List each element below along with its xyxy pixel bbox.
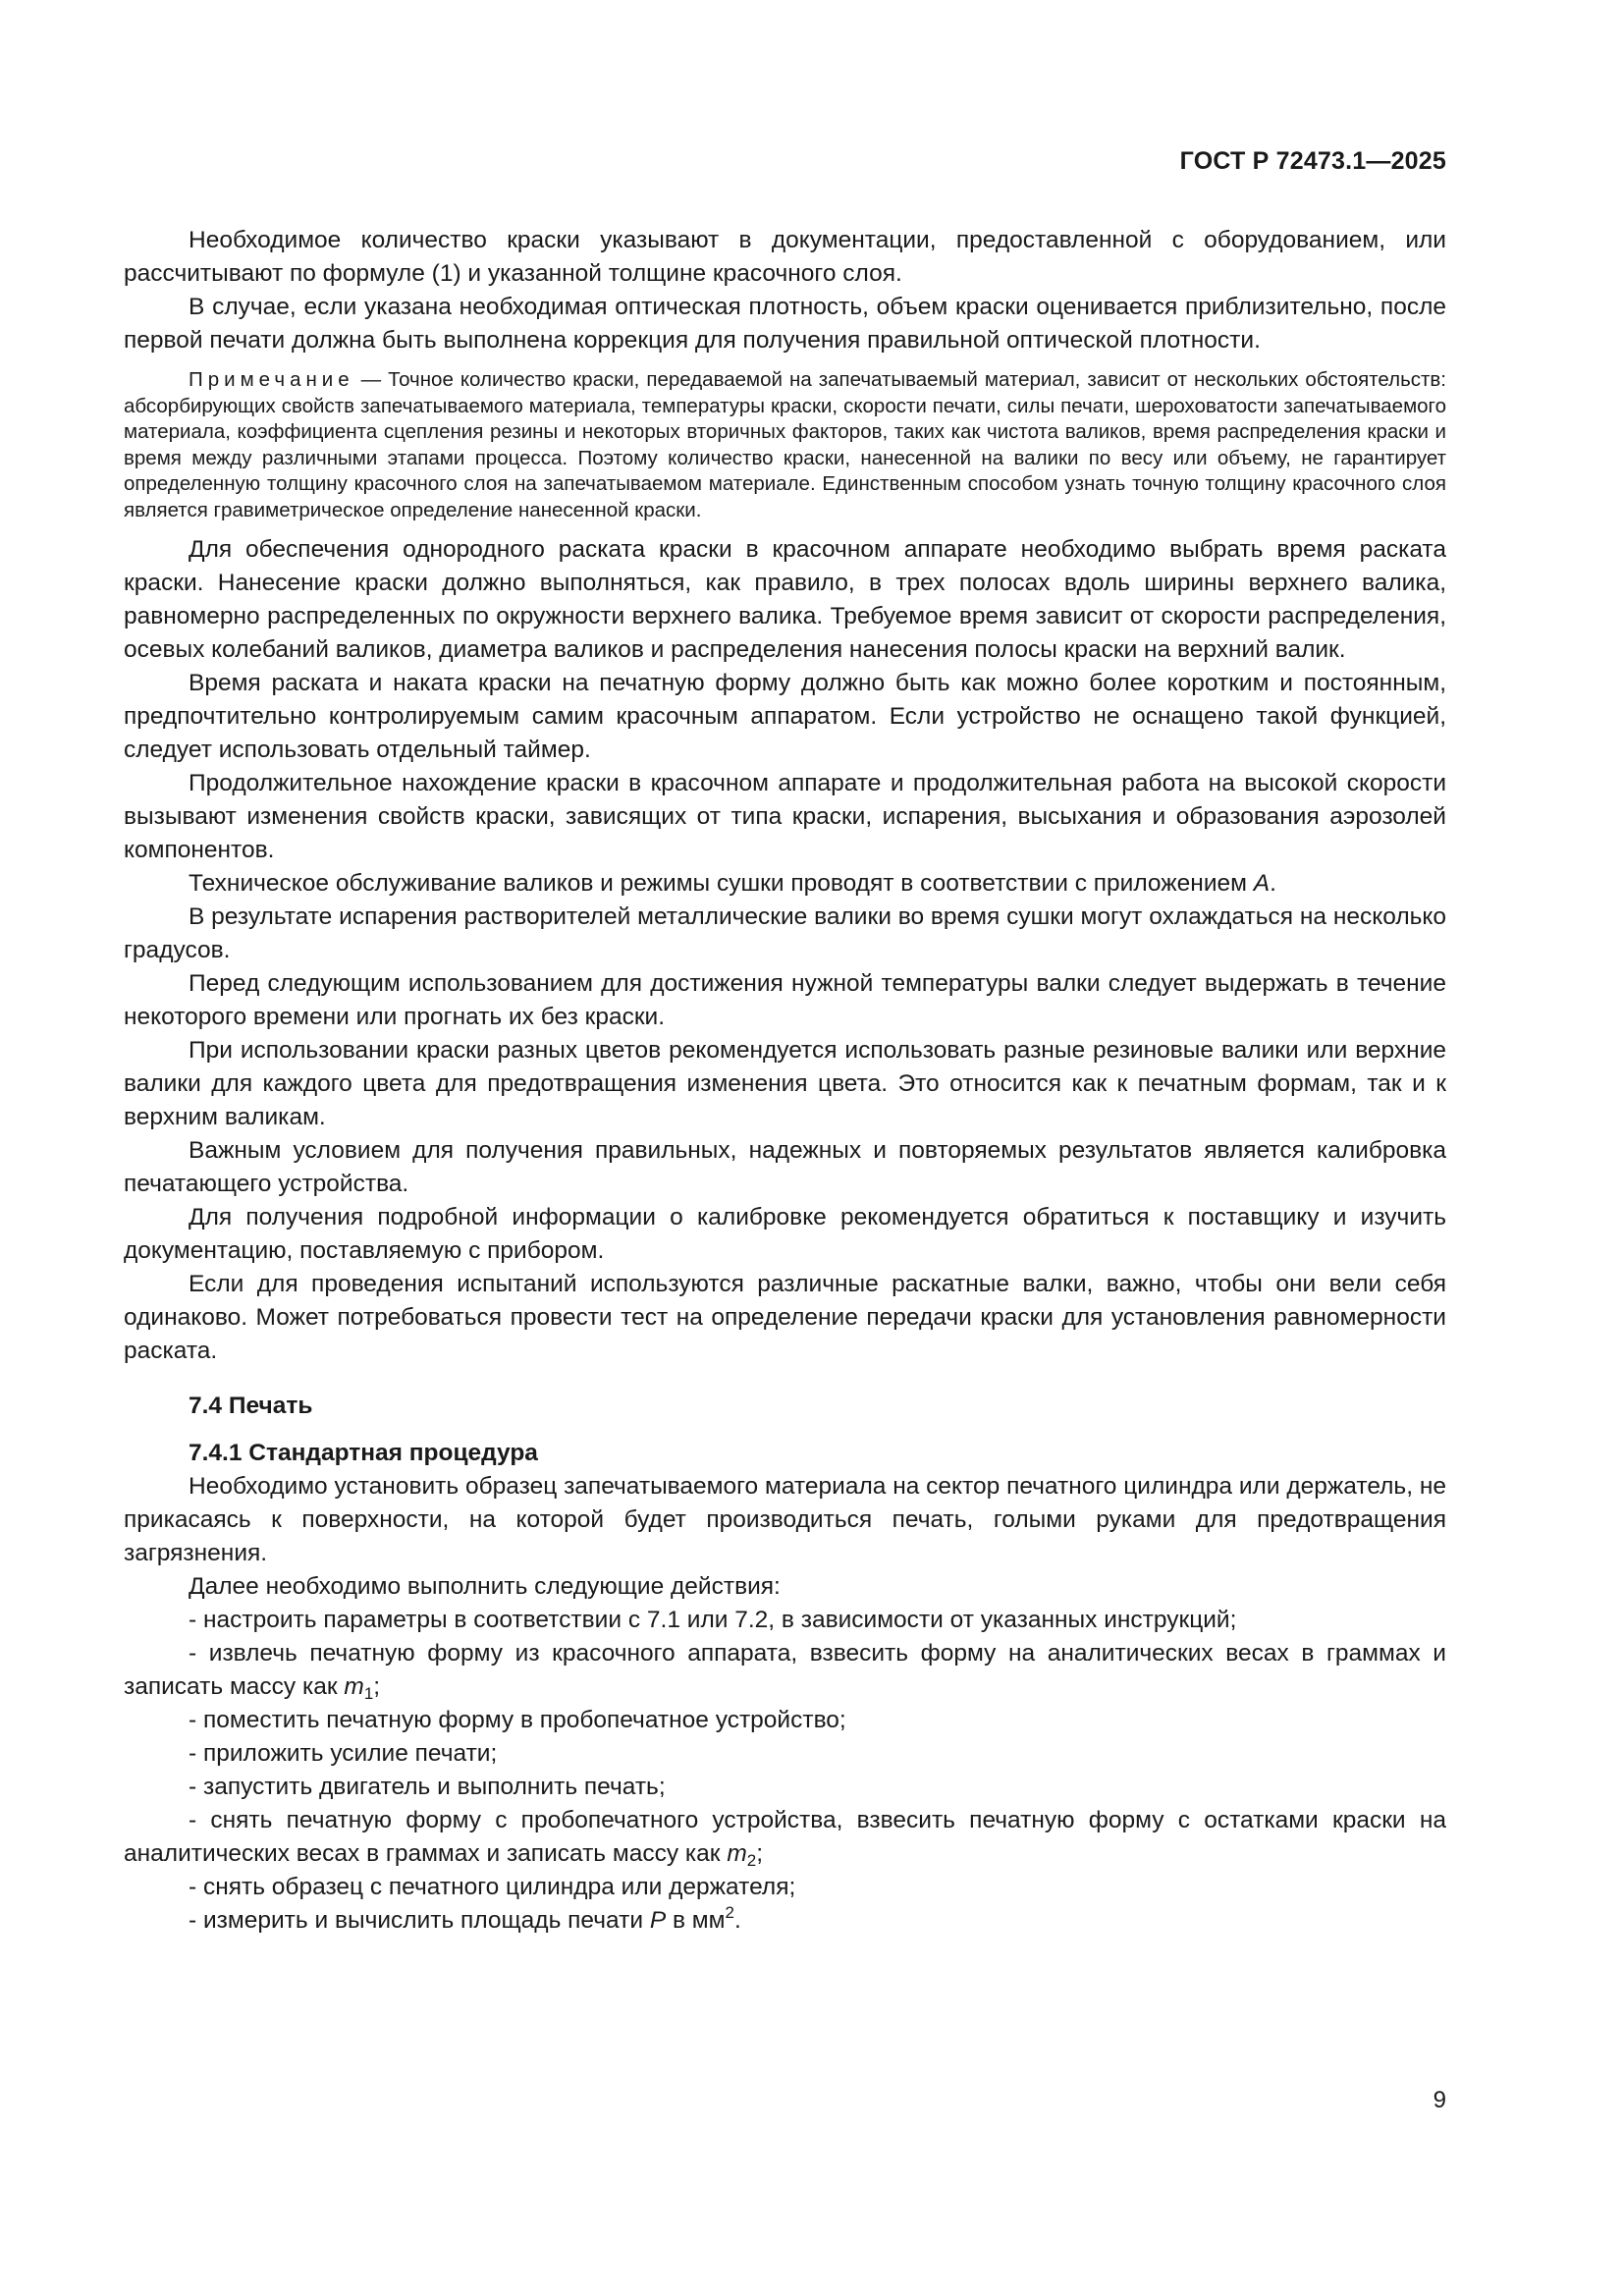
list-item-text: в мм: [666, 1907, 726, 1934]
paragraph: Продолжительное нахождение краски в красочном аппарате и продолжительная работа на высокой скорости вызывают изменения свойств краски, зависящих от типа краски, испарения, высыхания и образования аэрозолей компонентов.: [124, 770, 1446, 863]
subscript: 2: [746, 1851, 757, 1870]
subscript: 1: [363, 1684, 374, 1703]
list-item: [124, 1904, 1446, 1938]
paragraph: Для обеспечения однородного раската краски в красочном аппарате необходимо выбрать время раската краски. Нанесение краски должно выполняться, как правило, в трех полосах вдоль ширины верхнего валика, равномерно распределенных по окружности верхнего валика. Требуемое время зависит от скорости распределения, осевых колебаний валиков, диаметра валиков и распределения нанесения полосы краски на верхний валик.: [124, 536, 1446, 663]
variable: m: [727, 1840, 747, 1867]
list-item-text: ;: [373, 1673, 381, 1700]
document-code-header: ГОСТ Р 72473.1—2025: [1179, 147, 1446, 175]
variable: P: [649, 1907, 667, 1934]
list-item: - настроить параметры в соответствии с 7.1 или 7.2, в зависимости от указанных инструкций;: [189, 1607, 1237, 1633]
variable: m: [344, 1673, 364, 1700]
paragraph-text: .: [1270, 870, 1276, 897]
paragraph: Время раската и наката краски на печатную форму должно быть как можно более коротким и постоянным, предпочтительно контролируемым самим красочным аппаратом. Если устройство не оснащено такой функцией, следует использовать отдельный таймер.: [124, 670, 1446, 763]
paragraph: Далее необходимо выполнить следующие действия:: [189, 1573, 781, 1600]
paragraph: При использовании краски разных цветов рекомендуется использовать разные резиновые валики или верхние валики для каждого цвета для предотвращения изменения цвета. Это относится как к печатным формам, так и к верхним валикам.: [124, 1037, 1446, 1130]
note-text: — Точное количество краски, передаваемой на запечатываемый материал, зависит от нескольких обстоятельств: абсорбирующих свойств запечатываемого материала, температуры краски, скорости печати, силы печати, шероховатости запечатываемого материала, коэффициента сцепления резины и некоторых вторичных факторов, таких как чистота валиков, время распределения краски и время между различными этапами процесса. Поэтому количество краски, нанесенной на валики по весу или объему, не гарантирует определенную толщину красочного слоя на запечатываемом материале. Единственным способом узнать точную толщину красочного слоя является гравиметрическое определение нанесенной краски.: [124, 368, 1446, 521]
paragraph: Перед следующим использованием для достижения нужной температуры валки следует выдержать в течение некоторого времени или прогнать их без краски.: [124, 970, 1446, 1030]
list-item-text: ;: [756, 1840, 764, 1867]
paragraph: Важным условием для получения правильных, надежных и повторяемых результатов является калибровка печатающего устройства.: [124, 1137, 1446, 1197]
list-item: [124, 1637, 1446, 1704]
document-body: [124, 224, 1446, 1938]
list-item-text: - измерить и вычислить площадь печати: [189, 1907, 650, 1934]
paragraph: В случае, если указана необходимая оптическая плотность, объем краски оценивается приблизительно, после первой печати должна быть выполнена коррекция для получения правильной оптической плотности.: [124, 294, 1446, 354]
section-heading: 7.4 Печать: [189, 1393, 313, 1419]
paragraph: Необходимо установить образец запечатываемого материала на сектор печатного цилиндра или держатель, не прикасаясь к поверхности, на которой будет производиться печать, голыми руками для предотвращения загрязнения.: [124, 1473, 1446, 1566]
note-block: [124, 367, 1446, 523]
list-item: - снять образец с печатного цилиндра или держателя;: [189, 1874, 796, 1900]
paragraph: [124, 867, 1446, 901]
list-item: - запустить двигатель и выполнить печать;: [189, 1774, 666, 1800]
list-item-text: - снять печатную форму с пробопечатного устройства, взвесить печатную форму с остатками краски на аналитических весах в граммах и записать массу как: [124, 1807, 1446, 1867]
paragraph: В результате испарения растворителей металлические валики во время сушки могут охлаждаться на несколько градусов.: [124, 903, 1446, 963]
note-label: Примечание: [189, 368, 354, 391]
page-number: 9: [1433, 2087, 1446, 2113]
paragraph: Для получения подробной информации о калибровке рекомендуется обратиться к поставщику и изучить документацию, поставляемую с прибором.: [124, 1204, 1446, 1264]
list-item: [124, 1804, 1446, 1871]
appendix-ref: А: [1253, 870, 1271, 897]
paragraph: Необходимое количество краски указывают в документации, предоставленной с оборудованием, или рассчитывают по формуле (1) и указанной толщине красочного слоя.: [124, 227, 1446, 287]
superscript: 2: [725, 1903, 734, 1922]
list-item: - приложить усилие печати;: [189, 1740, 498, 1767]
subsection-heading: 7.4.1 Стандартная процедура: [189, 1440, 538, 1466]
paragraph: Если для проведения испытаний используются различные раскатные валки, важно, чтобы они вели себя одинаково. Может потребоваться провести тест на определение передачи краски для установления равномерности раската.: [124, 1271, 1446, 1364]
list-item-text: - извлечь печатную форму из красочного аппарата, взвесить форму на аналитических весах в граммах и записать массу как: [124, 1640, 1446, 1700]
paragraph-text: Техническое обслуживание валиков и режимы сушки проводят в соответствии с приложением: [189, 870, 1254, 897]
list-item-text: .: [733, 1907, 741, 1934]
list-item: - поместить печатную форму в пробопечатное устройство;: [189, 1707, 846, 1733]
